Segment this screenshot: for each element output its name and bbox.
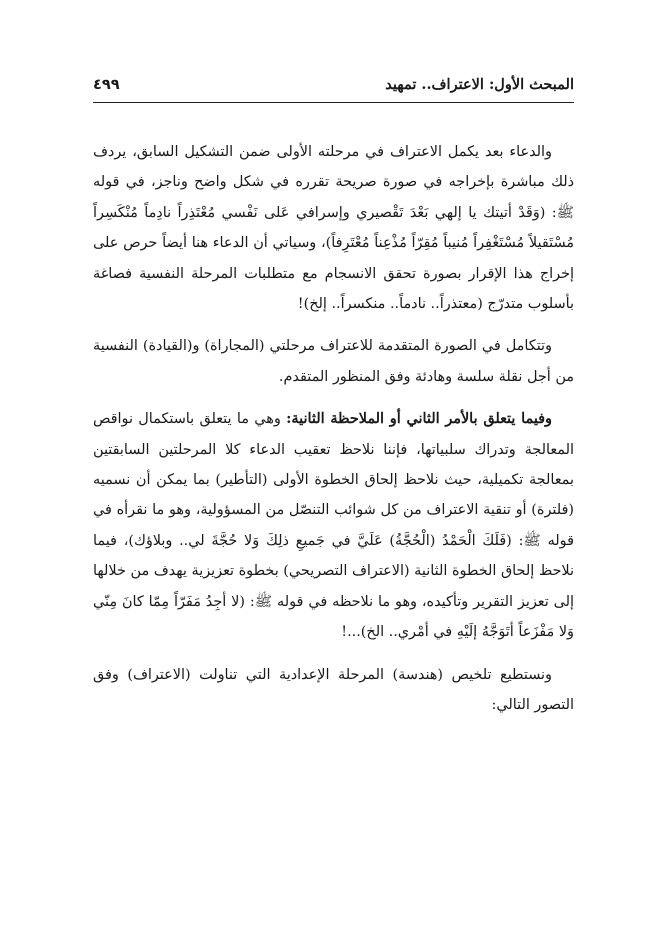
paragraph-text: وتتكامل في الصورة المتقدمة للاعتراف مرحلتي (المجاراة) و(القيادة) النفسية من أجل نقلة سلسة وهادئة وفق المنظور المتقدم. (93, 338, 574, 385)
paragraph-1 (93, 137, 574, 319)
book-page (93, 70, 574, 720)
paragraph-2 (93, 331, 574, 392)
paragraph-text: وهي ما يتعلق باستكمال نواقص المعالجة وتدراك سلبياتها، فإننا نلاحظ تعقيب الدعاء كلا المرحلتين السابقتين بمعالجة تكميلية، حيث نلاحظ إلحاق الخطوة الأولى (التأطير) بما يمكن أن نسميه (فلترة) أو تنقية الاعتراف من كل شوائب التنصّل من المسؤولية، وهو ما نقرأه في قوله ﷺ: (فَلَكَ الْحَمْدُ (الْحُجَّةُ) عَلَيَّ في جَميعِ ذلِكَ وَلا حُجَّةَ لي.. وبلاؤك)، فيما نلاحظ إلحاق الخطوة الثانية (الاعتراف التصريحي) بخطوة تعزيزية يهدف من خلالها إلى تعزيز التقرير وتأكيده، وهو ما نلاحظه في قوله ﷺ: (لا أجِدُ مَفَرّاً مِمّا كانَ مِنّي وَلا مَفْزَعاً أتَوَجَّهُ إلَيْهِ في أمْري.. الخ)...! (93, 411, 574, 641)
page-number: ٤٩٩ (93, 77, 120, 93)
chapter-title: المبحث الأول: الاعتراف.. تمهيد (385, 76, 574, 93)
page-body (93, 137, 574, 720)
paragraph-4 (93, 660, 574, 721)
paragraph-text: ونستطيع تلخيص (هندسة) المرحلة الإعدادية التي تناولت (الاعتراف) وفق التصور التالي: (93, 666, 574, 713)
paragraph-lead: وفيما يتعلق بالأمر الثاني أو الملاحظة الثانية: (286, 410, 553, 428)
running-header (93, 70, 574, 103)
paragraph-text: والدعاء بعد يكمل الاعتراف في مرحلته الأولى ضمن التشكيل السابق، يردف ذلك مباشرة بإخراجه في صورة صريحة تقرره في شكل واضح وناجز، في قوله ﷺ: (وَقَدْ أتيتك يا إلهي بَعْدَ تَقْصيري وإسرافي عَلى نَفْسي مُعْتَذِراً نادِماً مُنْكَسِراً مُسْتَقيلاً مُسْتَغْفِراً مُنيباً مُقِرّاً مُذْعِناً مُعْتَرِفاً)، وسياتي أن الدعاء هنا أيضاً حرص على إخراج هذا الإقرار بصورة تحقق الانسجام مع متطلبات المرحلة النفسية فصاغة بأسلوب متدرّج (معتذراً.. نادماً.. منكسراً.. إلخ)! (93, 144, 574, 313)
paragraph-3 (93, 404, 574, 647)
